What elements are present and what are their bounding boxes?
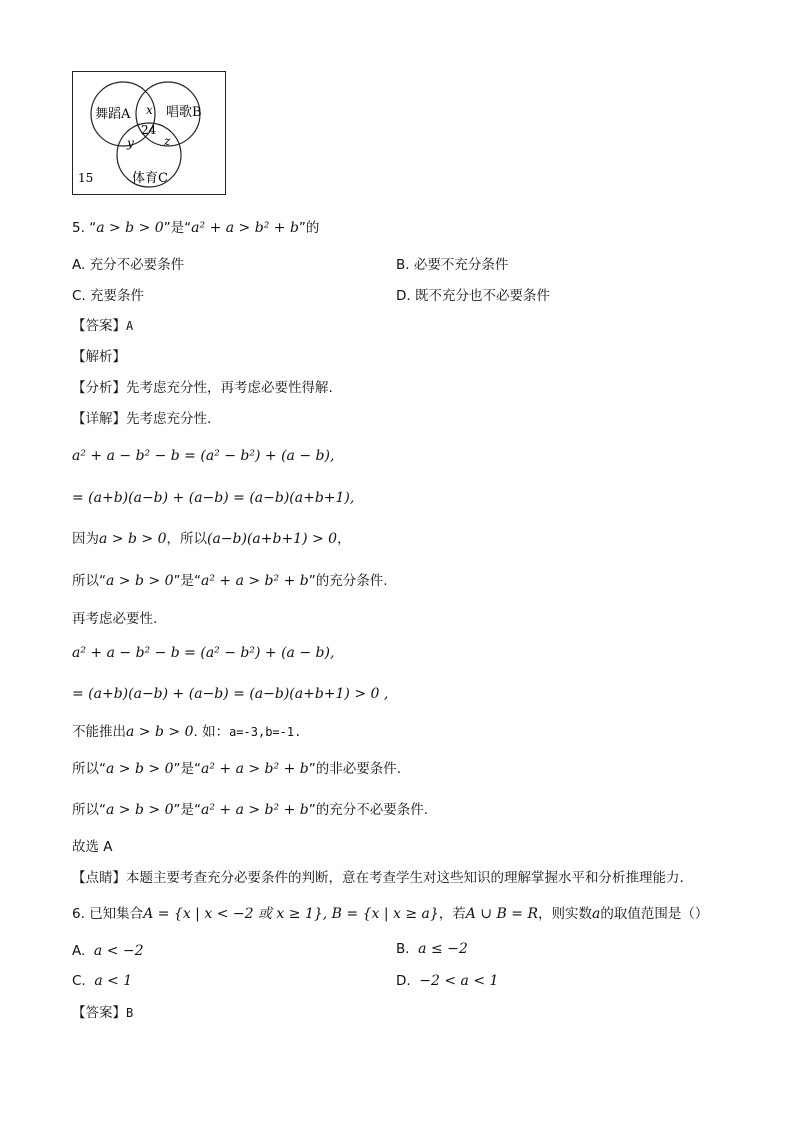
q5-option-c: C. 充要条件 [72, 288, 145, 304]
q5-suff-cond2: a² + a > b² + b [200, 573, 309, 589]
q5-answer-value: A [126, 319, 134, 333]
q5-suff-mid: ”是“ [173, 573, 201, 589]
q6-option-a-label: A. [72, 943, 86, 959]
q5-sufficient-line [72, 571, 388, 591]
q5-final-pre: 所以“ [72, 802, 106, 818]
q5-stem-post: ”的 [298, 220, 320, 236]
q5-final-cond2: a² + a > b² + b [200, 802, 309, 818]
q6-number: 6. [72, 906, 85, 922]
label-outside: 15 [78, 171, 94, 185]
q5-number: 5. [72, 220, 85, 236]
q5-nec-intro: 再考虑必要性. [72, 611, 158, 627]
q5-fenxi: 【分析】先考虑充分性，再考虑必要性得解. [72, 380, 333, 396]
q5-stem-pre: “ [89, 220, 97, 236]
q5-mid: ”是“ [163, 220, 192, 236]
q5-nonnec-post: ”的非必要条件. [308, 761, 402, 777]
q5-option-b: B. 必要不充分条件 [396, 257, 509, 273]
q6-option-b [396, 939, 468, 959]
q5-nonnec-line [72, 759, 401, 779]
label-center: 24 [141, 123, 157, 137]
q5-nonnec-cond1: a > b > 0 [106, 761, 174, 777]
q5-eq3-post: ， [337, 531, 351, 547]
q5-final-mid: ”是“ [173, 802, 201, 818]
q6-option-c-value: a < 1 [94, 973, 133, 989]
q6-option-c [72, 971, 132, 991]
q5-final-line [72, 800, 428, 820]
q6-stem-pre: 已知集合 [89, 906, 144, 922]
q6-option-d-label: D. [396, 973, 411, 989]
q6-sets: A = {x | x < −2 或 x ≥ 1}, B = {x | x ≥ a} [143, 906, 439, 922]
q5-suff-post: ”的充分条件. [308, 573, 388, 589]
q6-stem-mid2: ，则实数 [537, 906, 592, 922]
q5-answer-label: 【答案】 [72, 318, 126, 334]
q5-eq3-pre: 因为 [72, 531, 99, 547]
q6-option-d [396, 971, 498, 991]
q6-answer [72, 1003, 133, 1023]
q6-answer-value: B [126, 1006, 134, 1020]
q5-stem [72, 218, 319, 238]
q6-option-b-value: a ≤ −2 [418, 941, 468, 957]
q5-answer [72, 316, 133, 336]
venn-diagram [72, 71, 226, 195]
label-z: z [164, 134, 171, 148]
q6-answer-label: 【答案】 [72, 1005, 126, 1021]
q6-stem-post: 的取值范围是（） [600, 906, 709, 922]
q5-eq1: a² + a − b² − b = (a² − b²) + (a − b), [72, 448, 335, 464]
venn-svg [73, 72, 227, 196]
label-x: x [146, 103, 153, 117]
q5-cond2: a² + a > b² + b [191, 220, 299, 236]
q5-nonnec-pre: 所以“ [72, 761, 106, 777]
q5-final-post: ”的充分不必要条件. [308, 802, 429, 818]
q5-choose: 故选 A [72, 839, 113, 855]
q6-union: A ∪ B = R [465, 906, 538, 922]
q5-suff-pre: 所以“ [72, 573, 106, 589]
q5-cannot-cond: a > b > 0 [126, 724, 194, 740]
label-set-c: 体育C [132, 171, 168, 186]
q5-eq2: = (a+b)(a−b) + (a−b) = (a−b)(a+b+1), [72, 490, 355, 506]
q5-eq3-mid: ，所以 [166, 531, 207, 547]
q5-eq4: a² + a − b² − b = (a² − b²) + (a − b), [72, 645, 335, 661]
q5-final-cond1: a > b > 0 [106, 802, 174, 818]
q5-nonnec-mid: ”是“ [173, 761, 201, 777]
q5-xiangjie: 【详解】先考虑充分性. [72, 411, 212, 427]
q6-stem-mid: ，若 [438, 906, 466, 922]
q5-cond1: a > b > 0 [96, 220, 164, 236]
q6-option-a [72, 941, 144, 961]
label-y: y [127, 136, 134, 150]
q5-option-a: A. 充分不必要条件 [72, 257, 185, 273]
q5-counterexample: a=-3,b=-1. [229, 725, 302, 739]
q6-option-c-label: C. [72, 973, 86, 989]
q5-eq3-math: (a−b)(a+b+1) > 0 [206, 531, 338, 547]
q5-eq3-cond: a > b > 0 [99, 531, 167, 547]
q5-eq5: = (a+b)(a−b) + (a−b) = (a−b)(a+b+1) > 0 , [72, 686, 389, 702]
q5-cannot-line [72, 722, 301, 742]
label-set-a: 舞蹈A [95, 107, 131, 122]
q5-eq3 [72, 529, 351, 549]
q6-var: a [591, 906, 601, 922]
q6-option-d-value: −2 < a < 1 [419, 973, 499, 989]
q5-suff-cond1: a > b > 0 [106, 573, 174, 589]
q5-nonnec-cond2: a² + a > b² + b [200, 761, 309, 777]
q6-option-b-label: B. [396, 941, 410, 957]
q5-analysis-label: 【解析】 [72, 349, 126, 365]
q5-option-d: D. 既不充分也不必要条件 [396, 288, 550, 304]
q5-cannot-pre: 不能推出 [72, 724, 126, 740]
q5-dianjing: 【点睛】本题主要考查充分必要条件的判断，意在考查学生对这些知识的理解掌握水平和分析推理能力. [72, 870, 684, 886]
label-set-b: 唱歌B [166, 105, 202, 120]
q5-cannot-post: . 如： [193, 724, 230, 740]
q6-stem [72, 904, 708, 924]
q6-option-a-value: a < −2 [93, 943, 144, 959]
